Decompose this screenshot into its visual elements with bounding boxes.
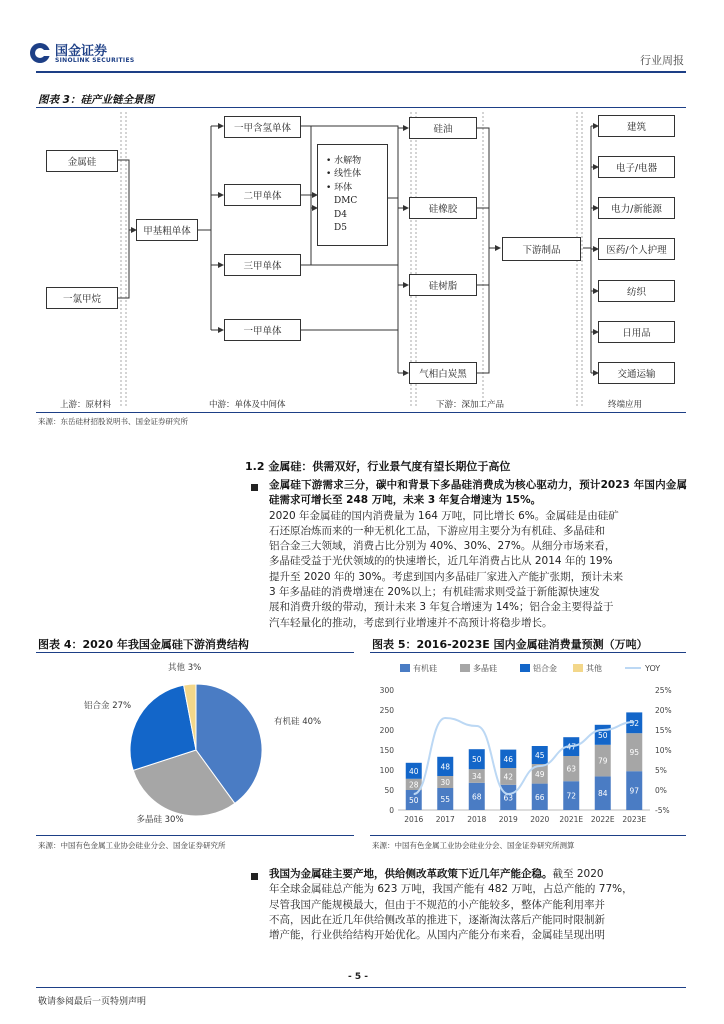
y-tick-label: 200 — [379, 726, 394, 735]
bar-data-label: 49 — [534, 769, 545, 779]
pie-label: 其他 3% — [168, 663, 202, 673]
bar-data-label: 30 — [440, 778, 451, 787]
bar-data-label: 50 — [597, 730, 608, 740]
intermediate-item: • 环体 — [326, 182, 353, 193]
footer-disclaimer: 敬请参阅最后一页特别声明 — [38, 997, 147, 1007]
y-tick-label: 100 — [379, 766, 394, 775]
figure4-source: 来源：中国有色金属工业协会硅业分会、国金证券研究所 — [38, 841, 226, 850]
logo-name-cn: 国金证券 — [55, 44, 108, 59]
figure5-source: 来源：中国有色金属工业协会硅业分会、国金证券研究所测算 — [372, 841, 575, 850]
bar-data-label: 79 — [597, 756, 608, 766]
node-chloromethane: 一氯甲烷 — [46, 287, 118, 309]
node-silicone-resin: 硅树脂 — [409, 274, 477, 296]
x-tick-label: 2022E — [590, 815, 615, 824]
pie-label: 有机硅 40% — [274, 717, 322, 727]
node-app-transport: 交通运输 — [598, 362, 675, 384]
node-methyl-crude: 甲基粗单体 — [136, 219, 198, 241]
body-line: 多晶硅受益于光伏领域的的快速增长，近几年消费占比从 2014 年的 19% — [269, 555, 613, 568]
body-line: 3 年多晶硅的消费增速在 20%以上；有机硅需求则受益于新能源快速发 — [269, 586, 600, 599]
y-tick-label: 0 — [389, 806, 394, 815]
intermediate-item: DMC — [334, 196, 358, 206]
y2-tick-label: -5% — [655, 806, 670, 815]
body-line: 提升至 2020 年的 30%。考虑到国内多晶硅厂家进入产能扩张期，预计未来 — [269, 570, 624, 583]
tier-label-terminal: 终端应用 — [608, 400, 643, 410]
node-app-construction: 建筑 — [598, 115, 675, 137]
node-app-daily: 日用品 — [598, 321, 675, 343]
x-tick-label: 2019 — [498, 815, 518, 824]
figure3-bottom-rule — [36, 412, 686, 413]
intermediate-item: D4 — [334, 209, 347, 220]
company-logo — [22, 38, 142, 70]
figure4-bottom-rule — [36, 835, 354, 836]
bullet-marker — [251, 484, 258, 491]
x-tick-label: 2018 — [467, 815, 487, 824]
y2-tick-label: 0% — [655, 786, 667, 795]
section-title: 1.2 金属硅：供需双好，行业景气度有望长期位于高位 — [245, 460, 511, 473]
legend-swatch — [520, 664, 530, 672]
logo-name-en: SINOLINK SECURITIES — [55, 57, 135, 64]
bar-data-label: 50 — [408, 796, 419, 805]
footer-rule — [36, 987, 686, 988]
y2-tick-label: 5% — [655, 766, 667, 775]
body-line: 年全球金属硅总产能为 623 万吨，我国产能有 482 万吨，占总产能的 77%， — [269, 883, 633, 896]
page-number: - 5 - — [348, 972, 368, 982]
bar-data-label: 63 — [503, 793, 514, 803]
legend-swatch — [400, 664, 410, 672]
bar-data-label: 68 — [471, 792, 482, 802]
y2-tick-label: 25% — [655, 686, 672, 695]
x-tick-label: 2021E — [559, 815, 584, 824]
legend-label: YOY — [645, 664, 661, 673]
bar-data-label: 63 — [566, 764, 577, 774]
x-tick-label: 2017 — [435, 815, 455, 824]
bar-data-label: 55 — [440, 795, 451, 804]
figure4-top-rule — [36, 652, 354, 653]
section-paragraph-2 — [269, 867, 687, 943]
node-intermediates — [317, 144, 388, 246]
figure5-bottom-rule — [370, 835, 686, 836]
bar-data-label: 66 — [534, 792, 545, 802]
legend-swatch — [573, 664, 583, 672]
figure4-title: 图表 4：2020 年我国金属硅下游消费结构 — [38, 638, 249, 651]
x-tick-label: 2020 — [530, 815, 550, 824]
bar-data-label: 50 — [471, 755, 482, 765]
bar-data-label: 72 — [566, 791, 577, 801]
bar-data-label: 47 — [566, 742, 577, 752]
legend-label: 多晶硅 — [473, 664, 497, 673]
node-downstream: 下游制品 — [502, 237, 581, 261]
bar-data-label: 45 — [534, 751, 545, 760]
y-tick-label: 50 — [384, 786, 394, 795]
figure5-top-rule — [370, 652, 686, 653]
y-tick-label: 300 — [379, 686, 394, 695]
bar-data-label: 46 — [503, 754, 514, 764]
body-line: 尽管我国产能规模最大，但由于不规范的小产能较多，整体产能利用率并 — [269, 898, 605, 911]
paragraph-lead: 我国为金属硅主要产地，供给侧改革政策下近几年产能企稳。 — [269, 868, 553, 880]
bar-data-label: 52 — [629, 718, 640, 728]
bar-data-label: 84 — [597, 789, 608, 799]
body-line: 石还原冶炼而来的一种无机化工品，下游应用主要分为有机硅、多晶硅和 — [269, 524, 605, 537]
pie-label: 铝合金 27% — [84, 701, 132, 711]
body-line: 增产能，行业供给结构开始优化。从国内产能分布来看，金属硅呈现出明 — [269, 929, 605, 942]
bar-data-label: 28 — [408, 780, 419, 790]
y2-tick-label: 20% — [655, 706, 672, 715]
intermediate-item: • 水解物 — [326, 155, 362, 166]
bar-data-label: 95 — [629, 748, 640, 758]
body-line: 截至 2020 — [552, 868, 604, 880]
legend-label: 铝合金 — [533, 664, 557, 673]
bullet-marker — [251, 873, 258, 880]
y-tick-label: 250 — [379, 706, 394, 715]
node-app-medical: 医药/个人护理 — [598, 238, 675, 260]
stacked-bar-chart — [370, 654, 686, 834]
node-trimethyl: 三甲单体 — [224, 254, 301, 276]
legend-label: 其他 — [586, 664, 602, 673]
node-silicone-rubber: 硅橡胶 — [409, 197, 477, 219]
document-type: 行业周报 — [640, 54, 684, 67]
intermediate-item: D5 — [334, 223, 347, 233]
body-line: 汽车轻量化的推动，考虑到行业增速并不高预计将稳步增长。 — [269, 616, 553, 629]
figure5-title: 图表 5：2016-2023E 国内金属硅消费量预测（万吨） — [372, 638, 648, 651]
x-tick-label: 2023E — [622, 815, 647, 824]
tier-label-upstream: 上游：原材料 — [60, 400, 112, 410]
node-app-textile: 纺织 — [598, 280, 675, 302]
y2-tick-label: 10% — [655, 746, 672, 755]
y-tick-label: 150 — [379, 746, 394, 755]
node-monomethyl: 一甲单体 — [224, 319, 301, 341]
node-metal-silicon: 金属硅 — [46, 150, 118, 172]
body-line: 铝合金三大领域，消费占比分别为 40%、30%、27%。从细分市场来看， — [269, 540, 616, 553]
bar-data-label: 40 — [408, 766, 419, 776]
bar-data-label: 34 — [471, 772, 482, 781]
node-app-electronics: 电子/电器 — [598, 156, 675, 178]
figure3-title: 图表 3：硅产业链全景图 — [38, 94, 154, 106]
paragraph-lead: 金属硅下游需求三分，碳中和背景下多晶硅消费成为核心驱动力，预计2023 年国内金属硅需求可增长至 248 万吨，未来 3 年复合增速为 15%。 — [269, 479, 687, 507]
node-dimethyl: 二甲单体 — [224, 184, 301, 206]
figure3-source: 来源：东岳硅材招股说明书、国金证券研究所 — [38, 417, 188, 426]
header-rule — [36, 71, 686, 73]
x-tick-label: 2016 — [404, 815, 424, 824]
node-fumed-silica: 气相白炭黑 — [409, 362, 477, 384]
pie-chart — [36, 654, 354, 834]
node-app-power: 电力/新能源 — [598, 197, 675, 219]
body-line: 2020 年金属硅的国内消费量为 164 万吨，同比增长 6%。金属硅是由硅矿 — [269, 509, 619, 522]
tier-label-midstream: 中游：单体及中间体 — [209, 400, 286, 410]
section-paragraph-1 — [269, 478, 687, 631]
intermediate-item: • 线性体 — [326, 169, 362, 179]
tier-label-downstream: 下游：深加工产品 — [436, 400, 505, 410]
body-line: 展和消费升级的带动，预计未来 3 年复合增速为 14%；铝合金主要得益于 — [269, 601, 614, 614]
logo-mark-icon — [28, 41, 52, 65]
y2-tick-label: 15% — [655, 726, 672, 735]
node-one-methyl-hydrogen: 一甲含氢单体 — [224, 116, 301, 138]
pie-label: 多晶硅 30% — [136, 815, 184, 825]
bar-data-label: 42 — [503, 772, 514, 782]
node-silicone-oil: 硅油 — [409, 117, 477, 139]
bar-data-label: 48 — [440, 762, 451, 772]
legend-swatch — [460, 664, 470, 672]
body-line: 不高，因此在近几年供给侧改革的推进下，逐渐淘汰落后产能同时限制新 — [269, 913, 605, 926]
legend-label: 有机硅 — [413, 664, 437, 673]
bar-data-label: 97 — [629, 786, 640, 796]
